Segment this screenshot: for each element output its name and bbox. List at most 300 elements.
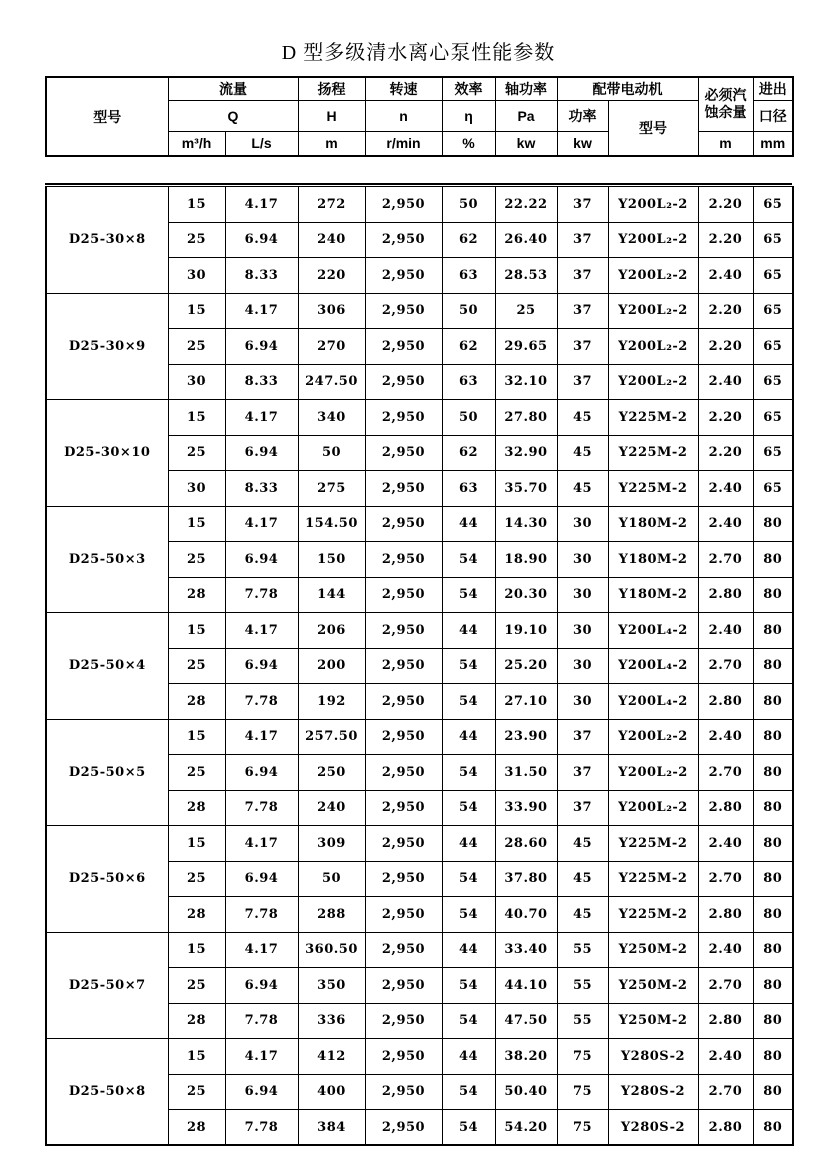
cell-head-m: 412: [298, 1039, 365, 1075]
cell-motor-model: Y225M-2: [608, 471, 698, 507]
cell-npsh-m: 2.70: [698, 968, 753, 1004]
cell-npsh-m: 2.80: [698, 1003, 753, 1039]
cell-head-m: 220: [298, 258, 365, 294]
cell-efficiency-pct: 44: [442, 613, 495, 649]
cell-npsh-m: 2.40: [698, 506, 753, 542]
cell-npsh-m: 2.70: [698, 542, 753, 578]
cell-flow-ls: 4.17: [225, 719, 298, 755]
cell-npsh-m: 2.80: [698, 577, 753, 613]
cell-speed-rpm: 2,950: [365, 648, 442, 684]
cell-efficiency-pct: 63: [442, 258, 495, 294]
cell-motor-model: Y200L₂-2: [608, 755, 698, 791]
cell-npsh-m: 2.40: [698, 613, 753, 649]
cell-motor-model: Y250M-2: [608, 932, 698, 968]
cell-shaft-power-kw: 18.90: [495, 542, 557, 578]
pump-model: D25-50×3: [46, 506, 168, 613]
cell-efficiency-pct: 54: [442, 577, 495, 613]
cell-flow-ls: 4.17: [225, 613, 298, 649]
header-unit-rpm: r/min: [365, 131, 442, 156]
cell-efficiency-pct: 54: [442, 1110, 495, 1146]
cell-flow-m3h: 28: [168, 577, 225, 613]
cell-port-mm: 65: [753, 471, 793, 507]
cell-motor-power-kw: 45: [557, 471, 608, 507]
header-unit-percent: %: [442, 131, 495, 156]
cell-shaft-power-kw: 25: [495, 293, 557, 329]
table-row: [46, 400, 793, 436]
cell-efficiency-pct: 44: [442, 506, 495, 542]
header-npsh-line1: 必须汽: [704, 87, 747, 104]
pump-model: D25-50×6: [46, 826, 168, 933]
cell-motor-power-kw: 30: [557, 684, 608, 720]
cell-shaft-power-kw: 32.10: [495, 364, 557, 400]
cell-shaft-power-kw: 28.53: [495, 258, 557, 294]
header-speed-symbol: n: [365, 100, 442, 131]
cell-npsh-m: 2.40: [698, 258, 753, 294]
cell-efficiency-pct: 62: [442, 222, 495, 258]
header-unit-npsh-m: m: [698, 131, 753, 156]
cell-motor-model: Y180M-2: [608, 506, 698, 542]
cell-motor-power-kw: 37: [557, 790, 608, 826]
header-shaft-power-symbol: Pa: [495, 100, 557, 131]
cell-npsh-m: 2.20: [698, 293, 753, 329]
cell-flow-ls: 8.33: [225, 364, 298, 400]
pump-table-header: [45, 76, 794, 157]
cell-efficiency-pct: 62: [442, 435, 495, 471]
cell-efficiency-pct: 44: [442, 826, 495, 862]
header-head-symbol: H: [298, 100, 365, 131]
cell-motor-model: Y180M-2: [608, 577, 698, 613]
cell-motor-power-kw: 55: [557, 1003, 608, 1039]
cell-motor-power-kw: 37: [557, 222, 608, 258]
cell-flow-m3h: 25: [168, 542, 225, 578]
cell-head-m: 272: [298, 187, 365, 223]
cell-flow-ls: 4.17: [225, 506, 298, 542]
cell-port-mm: 80: [753, 684, 793, 720]
cell-flow-ls: 6.94: [225, 968, 298, 1004]
cell-head-m: 384: [298, 1110, 365, 1146]
cell-port-mm: 80: [753, 1074, 793, 1110]
cell-motor-power-kw: 45: [557, 826, 608, 862]
cell-motor-model: Y225M-2: [608, 861, 698, 897]
cell-shaft-power-kw: 14.30: [495, 506, 557, 542]
cell-flow-ls: 4.17: [225, 932, 298, 968]
cell-motor-model: Y225M-2: [608, 826, 698, 862]
cell-flow-m3h: 15: [168, 826, 225, 862]
cell-head-m: 154.50: [298, 506, 365, 542]
cell-flow-ls: 4.17: [225, 293, 298, 329]
header-head: 扬程: [298, 77, 365, 100]
table-row: [46, 187, 793, 223]
cell-efficiency-pct: 54: [442, 861, 495, 897]
cell-speed-rpm: 2,950: [365, 364, 442, 400]
cell-motor-power-kw: 45: [557, 435, 608, 471]
cell-port-mm: 80: [753, 968, 793, 1004]
cell-shaft-power-kw: 54.20: [495, 1110, 557, 1146]
cell-flow-m3h: 25: [168, 435, 225, 471]
cell-port-mm: 80: [753, 932, 793, 968]
cell-motor-model: Y200L₂-2: [608, 222, 698, 258]
cell-speed-rpm: 2,950: [365, 1110, 442, 1146]
cell-head-m: 192: [298, 684, 365, 720]
cell-motor-power-kw: 30: [557, 577, 608, 613]
cell-motor-model: Y200L₄-2: [608, 648, 698, 684]
cell-shaft-power-kw: 27.10: [495, 684, 557, 720]
cell-motor-power-kw: 30: [557, 542, 608, 578]
cell-flow-m3h: 28: [168, 1003, 225, 1039]
cell-port-mm: 65: [753, 364, 793, 400]
cell-motor-model: Y250M-2: [608, 1003, 698, 1039]
cell-flow-m3h: 15: [168, 506, 225, 542]
pump-model: D25-50×5: [46, 719, 168, 826]
cell-flow-m3h: 15: [168, 719, 225, 755]
cell-motor-model: Y200L₂-2: [608, 329, 698, 365]
cell-motor-power-kw: 55: [557, 932, 608, 968]
cell-npsh-m: 2.20: [698, 435, 753, 471]
header-efficiency: 效率: [442, 77, 495, 100]
cell-motor-power-kw: 45: [557, 861, 608, 897]
cell-flow-m3h: 15: [168, 293, 225, 329]
cell-speed-rpm: 2,950: [365, 293, 442, 329]
cell-npsh-m: 2.40: [698, 826, 753, 862]
cell-speed-rpm: 2,950: [365, 435, 442, 471]
table-row: [46, 613, 793, 649]
cell-npsh-m: 2.80: [698, 1110, 753, 1146]
cell-motor-model: Y280S-2: [608, 1039, 698, 1075]
cell-efficiency-pct: 63: [442, 364, 495, 400]
cell-flow-m3h: 28: [168, 1110, 225, 1146]
cell-shaft-power-kw: 44.10: [495, 968, 557, 1004]
cell-port-mm: 80: [753, 826, 793, 862]
cell-motor-model: Y200L₂-2: [608, 187, 698, 223]
cell-efficiency-pct: 50: [442, 400, 495, 436]
cell-efficiency-pct: 54: [442, 684, 495, 720]
cell-flow-m3h: 25: [168, 1074, 225, 1110]
cell-head-m: 350: [298, 968, 365, 1004]
cell-flow-ls: 6.94: [225, 435, 298, 471]
cell-head-m: 306: [298, 293, 365, 329]
cell-shaft-power-kw: 26.40: [495, 222, 557, 258]
cell-flow-ls: 7.78: [225, 684, 298, 720]
cell-npsh-m: 2.20: [698, 329, 753, 365]
cell-flow-m3h: 15: [168, 932, 225, 968]
pump-model: D25-30×8: [46, 187, 168, 294]
cell-flow-ls: 6.94: [225, 222, 298, 258]
cell-flow-ls: 6.94: [225, 861, 298, 897]
cell-head-m: 250: [298, 755, 365, 791]
cell-motor-power-kw: 45: [557, 897, 608, 933]
cell-flow-ls: 7.78: [225, 1003, 298, 1039]
cell-motor-power-kw: 30: [557, 648, 608, 684]
cell-speed-rpm: 2,950: [365, 400, 442, 436]
cell-speed-rpm: 2,950: [365, 755, 442, 791]
cell-efficiency-pct: 44: [442, 1039, 495, 1075]
pump-model: D25-50×4: [46, 613, 168, 720]
cell-npsh-m: 2.40: [698, 932, 753, 968]
cell-flow-m3h: 30: [168, 364, 225, 400]
cell-port-mm: 80: [753, 577, 793, 613]
cell-npsh-m: 2.40: [698, 471, 753, 507]
cell-npsh-m: 2.20: [698, 222, 753, 258]
cell-flow-ls: 7.78: [225, 577, 298, 613]
cell-shaft-power-kw: 33.90: [495, 790, 557, 826]
cell-speed-rpm: 2,950: [365, 861, 442, 897]
pump-model: D25-50×8: [46, 1039, 168, 1146]
cell-port-mm: 80: [753, 1039, 793, 1075]
cell-flow-ls: 4.17: [225, 826, 298, 862]
cell-motor-model: Y200L₂-2: [608, 719, 698, 755]
cell-flow-m3h: 15: [168, 613, 225, 649]
cell-flow-ls: 6.94: [225, 329, 298, 365]
cell-head-m: 200: [298, 648, 365, 684]
cell-speed-rpm: 2,950: [365, 542, 442, 578]
cell-flow-ls: 6.94: [225, 648, 298, 684]
cell-motor-power-kw: 37: [557, 258, 608, 294]
header-unit-ls: L/s: [225, 131, 298, 156]
cell-port-mm: 65: [753, 435, 793, 471]
cell-motor-power-kw: 30: [557, 506, 608, 542]
cell-head-m: 309: [298, 826, 365, 862]
cell-motor-power-kw: 55: [557, 968, 608, 1004]
cell-flow-m3h: 30: [168, 258, 225, 294]
table-row: [46, 826, 793, 862]
pump-model: D25-30×9: [46, 293, 168, 400]
cell-motor-power-kw: 37: [557, 293, 608, 329]
cell-shaft-power-kw: 19.10: [495, 613, 557, 649]
cell-shaft-power-kw: 33.40: [495, 932, 557, 968]
cell-npsh-m: 2.80: [698, 790, 753, 826]
cell-speed-rpm: 2,950: [365, 1003, 442, 1039]
table-row: [46, 1039, 793, 1075]
cell-shaft-power-kw: 37.80: [495, 861, 557, 897]
cell-speed-rpm: 2,950: [365, 471, 442, 507]
cell-motor-power-kw: 75: [557, 1074, 608, 1110]
cell-speed-rpm: 2,950: [365, 577, 442, 613]
cell-port-mm: 65: [753, 258, 793, 294]
header-efficiency-symbol: η: [442, 100, 495, 131]
cell-shaft-power-kw: 40.70: [495, 897, 557, 933]
cell-head-m: 144: [298, 577, 365, 613]
cell-speed-rpm: 2,950: [365, 826, 442, 862]
cell-speed-rpm: 2,950: [365, 684, 442, 720]
table-row: [46, 719, 793, 755]
header-unit-motor-kw: kw: [557, 131, 608, 156]
cell-shaft-power-kw: 35.70: [495, 471, 557, 507]
cell-port-mm: 80: [753, 613, 793, 649]
cell-flow-ls: 4.17: [225, 187, 298, 223]
cell-flow-m3h: 25: [168, 329, 225, 365]
cell-flow-m3h: 25: [168, 968, 225, 1004]
cell-head-m: 257.50: [298, 719, 365, 755]
cell-shaft-power-kw: 27.80: [495, 400, 557, 436]
cell-efficiency-pct: 54: [442, 1003, 495, 1039]
cell-efficiency-pct: 54: [442, 1074, 495, 1110]
cell-motor-power-kw: 37: [557, 364, 608, 400]
cell-flow-m3h: 25: [168, 755, 225, 791]
cell-speed-rpm: 2,950: [365, 258, 442, 294]
cell-efficiency-pct: 44: [442, 932, 495, 968]
cell-flow-ls: 7.78: [225, 1110, 298, 1146]
header-npsh: [698, 77, 753, 131]
cell-efficiency-pct: 50: [442, 293, 495, 329]
pump-model: D25-50×7: [46, 932, 168, 1039]
cell-port-mm: 80: [753, 861, 793, 897]
header-speed: 转速: [365, 77, 442, 100]
cell-flow-m3h: 28: [168, 897, 225, 933]
cell-shaft-power-kw: 32.90: [495, 435, 557, 471]
cell-speed-rpm: 2,950: [365, 932, 442, 968]
cell-shaft-power-kw: 50.40: [495, 1074, 557, 1110]
cell-motor-power-kw: 37: [557, 719, 608, 755]
header-unit-head-m: m: [298, 131, 365, 156]
cell-efficiency-pct: 54: [442, 755, 495, 791]
cell-motor-power-kw: 37: [557, 755, 608, 791]
cell-motor-model: Y180M-2: [608, 542, 698, 578]
cell-flow-m3h: 15: [168, 400, 225, 436]
cell-port-mm: 65: [753, 187, 793, 223]
cell-motor-model: Y225M-2: [608, 400, 698, 436]
cell-efficiency-pct: 54: [442, 968, 495, 1004]
cell-npsh-m: 2.20: [698, 400, 753, 436]
cell-speed-rpm: 2,950: [365, 968, 442, 1004]
cell-npsh-m: 2.40: [698, 364, 753, 400]
header-port-line2: 口径: [753, 100, 793, 131]
cell-motor-model: Y200L₂-2: [608, 258, 698, 294]
cell-port-mm: 65: [753, 293, 793, 329]
header-model: 型号: [46, 77, 168, 156]
cell-efficiency-pct: 63: [442, 471, 495, 507]
cell-speed-rpm: 2,950: [365, 222, 442, 258]
cell-speed-rpm: 2,950: [365, 506, 442, 542]
cell-flow-ls: 7.78: [225, 790, 298, 826]
cell-motor-model: Y225M-2: [608, 435, 698, 471]
cell-npsh-m: 2.40: [698, 719, 753, 755]
cell-flow-m3h: 28: [168, 790, 225, 826]
cell-motor-power-kw: 37: [557, 329, 608, 365]
cell-speed-rpm: 2,950: [365, 329, 442, 365]
cell-head-m: 240: [298, 790, 365, 826]
pump-table-body: [45, 186, 794, 1146]
cell-speed-rpm: 2,950: [365, 1039, 442, 1075]
cell-motor-model: Y280S-2: [608, 1074, 698, 1110]
header-unit-port-mm: mm: [753, 131, 793, 156]
cell-port-mm: 80: [753, 719, 793, 755]
cell-efficiency-pct: 62: [442, 329, 495, 365]
cell-npsh-m: 2.70: [698, 648, 753, 684]
cell-npsh-m: 2.80: [698, 897, 753, 933]
cell-port-mm: 80: [753, 897, 793, 933]
cell-speed-rpm: 2,950: [365, 719, 442, 755]
table-row: [46, 293, 793, 329]
cell-head-m: 360.50: [298, 932, 365, 968]
cell-npsh-m: 2.20: [698, 187, 753, 223]
cell-npsh-m: 2.70: [698, 1074, 753, 1110]
cell-shaft-power-kw: 22.22: [495, 187, 557, 223]
cell-npsh-m: 2.70: [698, 755, 753, 791]
cell-motor-model: Y225M-2: [608, 897, 698, 933]
cell-head-m: 336: [298, 1003, 365, 1039]
cell-head-m: 50: [298, 435, 365, 471]
header-shaft-power: 轴功率: [495, 77, 557, 100]
cell-shaft-power-kw: 31.50: [495, 755, 557, 791]
cell-port-mm: 80: [753, 1003, 793, 1039]
cell-flow-ls: 6.94: [225, 542, 298, 578]
cell-efficiency-pct: 54: [442, 542, 495, 578]
cell-flow-ls: 6.94: [225, 1074, 298, 1110]
cell-head-m: 270: [298, 329, 365, 365]
header-motor-power: 功率: [557, 100, 608, 131]
cell-npsh-m: 2.70: [698, 861, 753, 897]
cell-motor-model: Y200L₂-2: [608, 293, 698, 329]
cell-port-mm: 80: [753, 755, 793, 791]
cell-efficiency-pct: 54: [442, 897, 495, 933]
cell-head-m: 50: [298, 861, 365, 897]
header-unit-shaft-kw: kw: [495, 131, 557, 156]
cell-motor-power-kw: 45: [557, 400, 608, 436]
cell-shaft-power-kw: 25.20: [495, 648, 557, 684]
page-title: D 型多级清水离心泵性能参数: [281, 42, 556, 64]
cell-port-mm: 80: [753, 1110, 793, 1146]
header-flow-symbol: Q: [168, 100, 298, 131]
cell-port-mm: 80: [753, 542, 793, 578]
cell-flow-m3h: 28: [168, 684, 225, 720]
header-flow: 流量: [168, 77, 298, 100]
cell-port-mm: 80: [753, 790, 793, 826]
cell-motor-model: Y200L₂-2: [608, 364, 698, 400]
cell-head-m: 275: [298, 471, 365, 507]
cell-port-mm: 65: [753, 400, 793, 436]
cell-head-m: 288: [298, 897, 365, 933]
header-motor-model: 型号: [608, 100, 698, 156]
cell-flow-ls: 6.94: [225, 755, 298, 791]
cell-speed-rpm: 2,950: [365, 1074, 442, 1110]
cell-shaft-power-kw: 47.50: [495, 1003, 557, 1039]
cell-head-m: 340: [298, 400, 365, 436]
header-unit-m3h: m³/h: [168, 131, 225, 156]
cell-flow-m3h: 25: [168, 648, 225, 684]
table-row: [46, 506, 793, 542]
cell-port-mm: 80: [753, 648, 793, 684]
cell-efficiency-pct: 44: [442, 719, 495, 755]
cell-port-mm: 65: [753, 329, 793, 365]
cell-flow-ls: 4.17: [225, 1039, 298, 1075]
cell-flow-ls: 7.78: [225, 897, 298, 933]
pump-model: D25-30×10: [46, 400, 168, 507]
cell-flow-m3h: 25: [168, 222, 225, 258]
cell-motor-model: Y200L₄-2: [608, 613, 698, 649]
cell-head-m: 247.50: [298, 364, 365, 400]
cell-head-m: 206: [298, 613, 365, 649]
cell-flow-ls: 4.17: [225, 400, 298, 436]
cell-shaft-power-kw: 23.90: [495, 719, 557, 755]
cell-motor-power-kw: 37: [557, 187, 608, 223]
cell-motor-model: Y280S-2: [608, 1110, 698, 1146]
cell-shaft-power-kw: 29.65: [495, 329, 557, 365]
cell-npsh-m: 2.80: [698, 684, 753, 720]
cell-efficiency-pct: 54: [442, 790, 495, 826]
cell-motor-power-kw: 75: [557, 1039, 608, 1075]
cell-flow-m3h: 25: [168, 861, 225, 897]
cell-shaft-power-kw: 28.60: [495, 826, 557, 862]
cell-efficiency-pct: 54: [442, 648, 495, 684]
header-port-line1: 进出: [753, 77, 793, 100]
header-npsh-line2: 蚀余量: [704, 104, 747, 121]
cell-speed-rpm: 2,950: [365, 790, 442, 826]
cell-shaft-power-kw: 20.30: [495, 577, 557, 613]
cell-shaft-power-kw: 38.20: [495, 1039, 557, 1075]
cell-flow-ls: 8.33: [225, 471, 298, 507]
cell-head-m: 240: [298, 222, 365, 258]
cell-efficiency-pct: 50: [442, 187, 495, 223]
